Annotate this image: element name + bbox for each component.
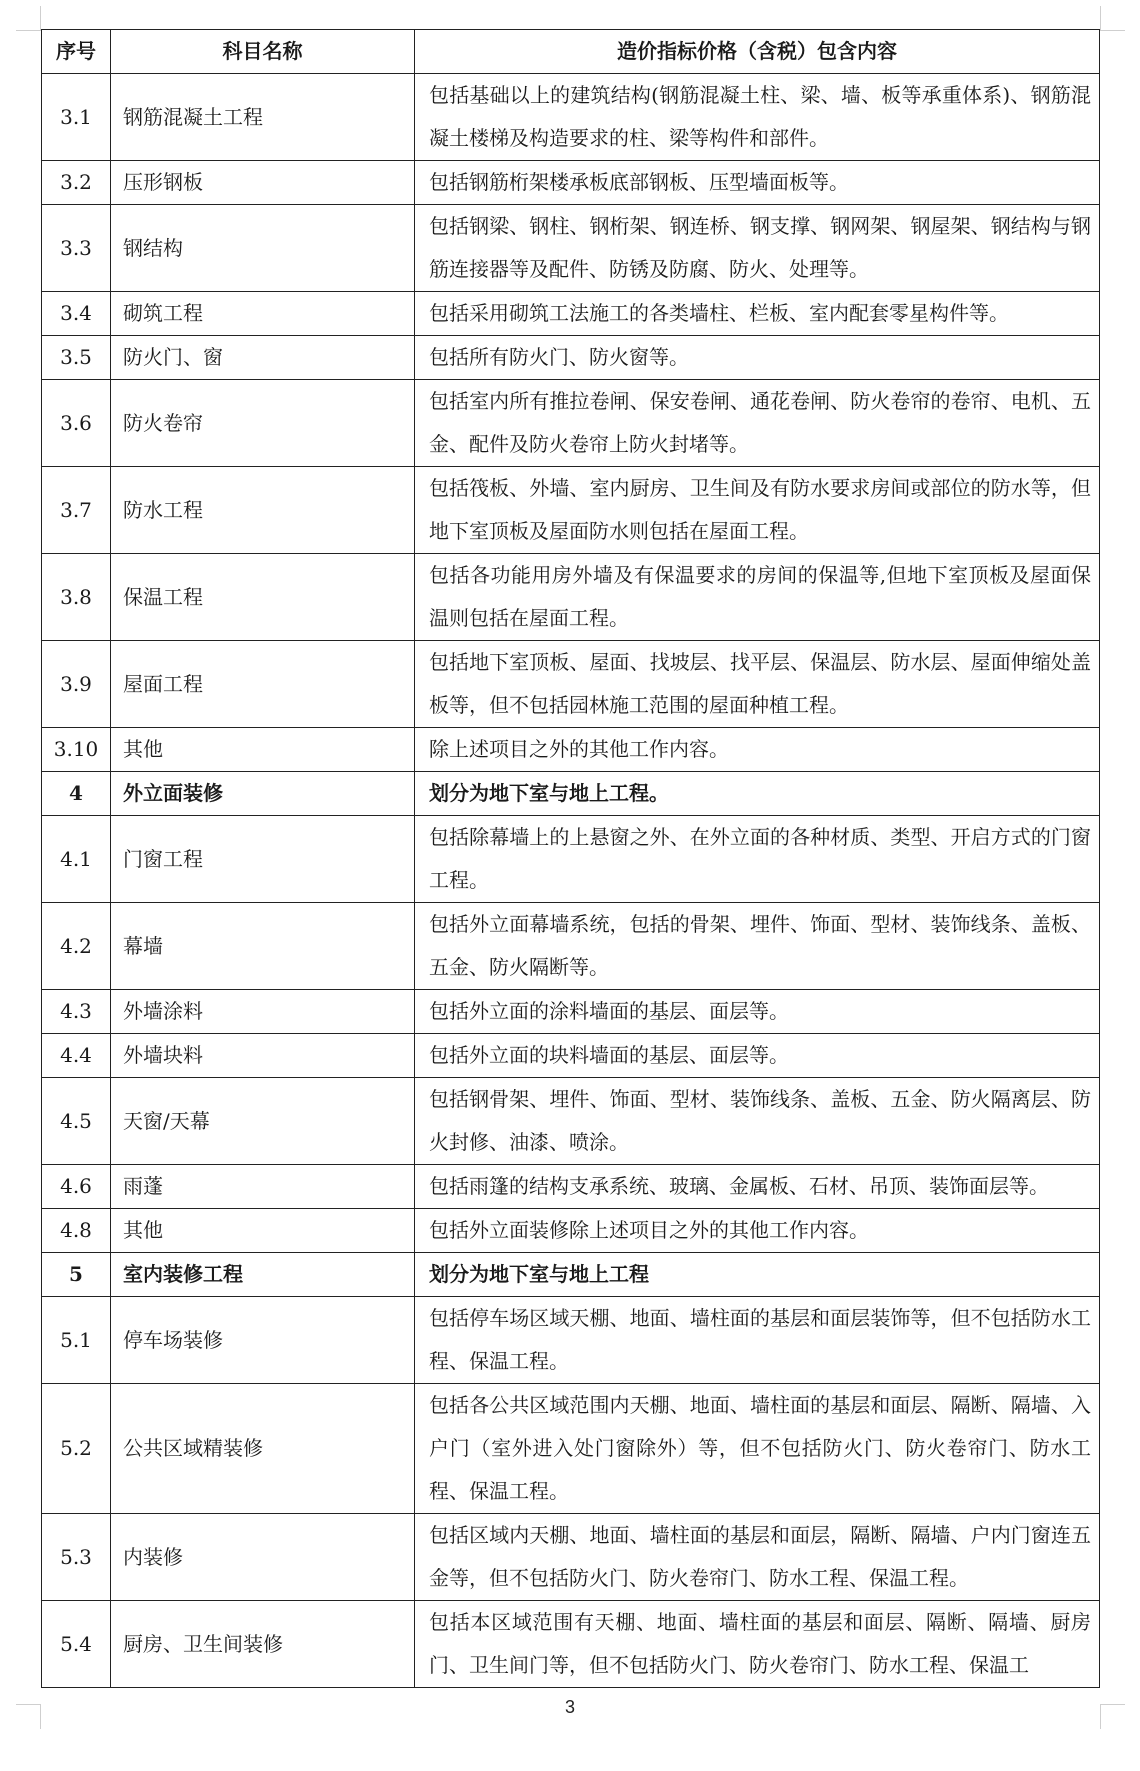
row-serial-no: 3.8 bbox=[42, 554, 111, 641]
row-serial-no: 3.5 bbox=[42, 336, 111, 380]
row-serial-no: 4 bbox=[42, 772, 111, 816]
row-item-name: 幕墙 bbox=[111, 903, 415, 990]
row-serial-no: 4.8 bbox=[42, 1209, 111, 1253]
row-content: 包括钢骨架、埋件、饰面、型材、装饰线条、盖板、五金、防火隔离层、防火封修、油漆、喷涂。 bbox=[415, 1078, 1100, 1165]
table-row bbox=[42, 74, 1100, 161]
row-serial-no: 4.1 bbox=[42, 816, 111, 903]
row-content: 包括基础以上的建筑结构(钢筋混凝土柱、梁、墙、板等承重体系)、钢筋混凝土楼梯及构造要求的柱、梁等构件和部件。 bbox=[415, 74, 1100, 161]
row-serial-no: 4.5 bbox=[42, 1078, 111, 1165]
table-row bbox=[42, 336, 1100, 380]
table-row bbox=[42, 903, 1100, 990]
header-content: 造价指标价格（含税）包含内容 bbox=[415, 30, 1100, 74]
table-row bbox=[42, 1601, 1100, 1688]
row-content: 除上述项目之外的其他工作内容。 bbox=[415, 728, 1100, 772]
row-serial-no: 5.4 bbox=[42, 1601, 111, 1688]
row-content: 包括所有防火门、防火窗等。 bbox=[415, 336, 1100, 380]
row-content: 包括除幕墙上的上悬窗之外、在外立面的各种材质、类型、开启方式的门窗工程。 bbox=[415, 816, 1100, 903]
row-content: 包括外立面的块料墙面的基层、面层等。 bbox=[415, 1034, 1100, 1078]
row-content: 包括筏板、外墙、室内厨房、卫生间及有防水要求房间或部位的防水等，但地下室顶板及屋面防水则包括在屋面工程。 bbox=[415, 467, 1100, 554]
row-content: 划分为地下室与地上工程 bbox=[415, 1253, 1100, 1297]
row-serial-no: 3.4 bbox=[42, 292, 111, 336]
row-serial-no: 5.1 bbox=[42, 1297, 111, 1384]
row-item-name: 停车场装修 bbox=[111, 1297, 415, 1384]
row-content: 包括各功能用房外墙及有保温要求的房间的保温等,但地下室顶板及屋面保温则包括在屋面工程。 bbox=[415, 554, 1100, 641]
table-row bbox=[42, 728, 1100, 772]
row-item-name: 防火门、窗 bbox=[111, 336, 415, 380]
row-serial-no: 5.3 bbox=[42, 1514, 111, 1601]
row-content: 包括停车场区域天棚、地面、墙柱面的基层和面层装饰等，但不包括防水工程、保温工程。 bbox=[415, 1297, 1100, 1384]
table-row bbox=[42, 467, 1100, 554]
row-content: 包括外立面的涂料墙面的基层、面层等。 bbox=[415, 990, 1100, 1034]
row-content: 包括区域内天棚、地面、墙柱面的基层和面层，隔断、隔墙、户内门窗连五金等，但不包括防火门、防火卷帘门、防水工程、保温工程。 bbox=[415, 1514, 1100, 1601]
row-item-name: 雨蓬 bbox=[111, 1165, 415, 1209]
row-content: 包括本区域范围有天棚、地面、墙柱面的基层和面层、隔断、隔墙、厨房门、卫生间门等，但不包括防火门、防火卷帘门、防水工程、保温工 bbox=[415, 1601, 1100, 1688]
table-row bbox=[42, 1209, 1100, 1253]
row-serial-no: 3.1 bbox=[42, 74, 111, 161]
table-header-row bbox=[42, 30, 1100, 74]
row-serial-no: 3.10 bbox=[42, 728, 111, 772]
row-serial-no: 3.2 bbox=[42, 161, 111, 205]
row-content: 包括采用砌筑工法施工的各类墙柱、栏板、室内配套零星构件等。 bbox=[415, 292, 1100, 336]
table-row bbox=[42, 161, 1100, 205]
row-serial-no: 4.4 bbox=[42, 1034, 111, 1078]
row-item-name: 其他 bbox=[111, 728, 415, 772]
row-item-name: 天窗/天幕 bbox=[111, 1078, 415, 1165]
row-item-name: 保温工程 bbox=[111, 554, 415, 641]
row-item-name: 砌筑工程 bbox=[111, 292, 415, 336]
table-row bbox=[42, 641, 1100, 728]
row-content: 包括外立面幕墙系统，包括的骨架、埋件、饰面、型材、装饰线条、盖板、五金、防火隔断等。 bbox=[415, 903, 1100, 990]
table-row bbox=[42, 990, 1100, 1034]
page-number: 3 bbox=[564, 1697, 575, 1717]
row-item-name: 厨房、卫生间装修 bbox=[111, 1601, 415, 1688]
row-serial-no: 3.7 bbox=[42, 467, 111, 554]
row-item-name: 外立面装修 bbox=[111, 772, 415, 816]
section-row bbox=[42, 1253, 1100, 1297]
cost-index-table bbox=[41, 29, 1100, 1688]
row-item-name: 其他 bbox=[111, 1209, 415, 1253]
table-row bbox=[42, 816, 1100, 903]
row-item-name: 室内装修工程 bbox=[111, 1253, 415, 1297]
row-content: 包括室内所有推拉卷闸、保安卷闸、通花卷闸、防火卷帘的卷帘、电机、五金、配件及防火卷帘上防火封堵等。 bbox=[415, 380, 1100, 467]
crop-mark-top-left bbox=[16, 6, 41, 31]
table-row bbox=[42, 1384, 1100, 1514]
row-content: 包括雨篷的结构支承系统、玻璃、金属板、石材、吊顶、装饰面层等。 bbox=[415, 1165, 1100, 1209]
table-row bbox=[42, 1034, 1100, 1078]
crop-mark-top-right bbox=[1100, 6, 1125, 31]
row-serial-no: 3.3 bbox=[42, 205, 111, 292]
row-content: 包括各公共区域范围内天棚、地面、墙柱面的基层和面层、隔断、隔墙、入户门（室外进入处门窗除外）等，但不包括防火门、防火卷帘门、防水工程、保温工程。 bbox=[415, 1384, 1100, 1514]
table-row bbox=[42, 1078, 1100, 1165]
row-serial-no: 5 bbox=[42, 1253, 111, 1297]
row-serial-no: 5.2 bbox=[42, 1384, 111, 1514]
row-item-name: 钢筋混凝土工程 bbox=[111, 74, 415, 161]
section-row bbox=[42, 772, 1100, 816]
row-item-name: 外墙块料 bbox=[111, 1034, 415, 1078]
row-content: 包括钢筋桁架楼承板底部钢板、压型墙面板等。 bbox=[415, 161, 1100, 205]
row-serial-no: 4.2 bbox=[42, 903, 111, 990]
table-row bbox=[42, 554, 1100, 641]
table-row bbox=[42, 292, 1100, 336]
row-item-name: 公共区域精装修 bbox=[111, 1384, 415, 1514]
row-content: 划分为地下室与地上工程。 bbox=[415, 772, 1100, 816]
table-row bbox=[42, 380, 1100, 467]
row-item-name: 钢结构 bbox=[111, 205, 415, 292]
row-content: 包括地下室顶板、屋面、找坡层、找平层、保温层、防水层、屋面伸缩处盖板等，但不包括园林施工范围的屋面种植工程。 bbox=[415, 641, 1100, 728]
row-item-name: 内装修 bbox=[111, 1514, 415, 1601]
row-content: 包括钢梁、钢柱、钢桁架、钢连桥、钢支撑、钢网架、钢屋架、钢结构与钢筋连接器等及配件、防锈及防腐、防火、处理等。 bbox=[415, 205, 1100, 292]
row-serial-no: 3.6 bbox=[42, 380, 111, 467]
row-content: 包括外立面装修除上述项目之外的其他工作内容。 bbox=[415, 1209, 1100, 1253]
row-serial-no: 4.3 bbox=[42, 990, 111, 1034]
table-row bbox=[42, 1297, 1100, 1384]
table-row bbox=[42, 1514, 1100, 1601]
row-item-name: 防水工程 bbox=[111, 467, 415, 554]
table-row bbox=[42, 1165, 1100, 1209]
row-serial-no: 4.6 bbox=[42, 1165, 111, 1209]
row-serial-no: 3.9 bbox=[42, 641, 111, 728]
header-item-name: 科目名称 bbox=[111, 30, 415, 74]
row-item-name: 压形钢板 bbox=[111, 161, 415, 205]
row-item-name: 外墙涂料 bbox=[111, 990, 415, 1034]
table-row bbox=[42, 205, 1100, 292]
row-item-name: 屋面工程 bbox=[111, 641, 415, 728]
header-serial-no: 序号 bbox=[42, 30, 111, 74]
table-body bbox=[42, 74, 1100, 1688]
row-item-name: 防火卷帘 bbox=[111, 380, 415, 467]
row-item-name: 门窗工程 bbox=[111, 816, 415, 903]
